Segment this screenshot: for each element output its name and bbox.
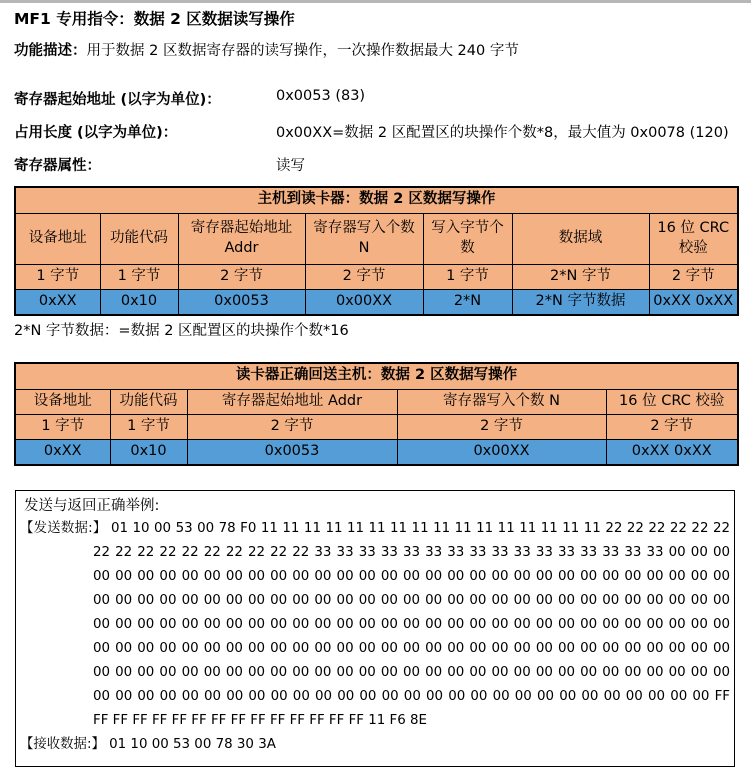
table1-size-cell: 1 字节 <box>15 264 100 289</box>
table1-value-cell: 0xXX <box>15 289 100 315</box>
table1-size-cell: 2 字节 <box>649 264 738 289</box>
table-row <box>15 389 738 414</box>
table2-value-cell: 0xXX <box>15 439 110 465</box>
table2-col-header: 设备地址 <box>15 389 110 414</box>
send-data-line: 00 00 00 00 00 00 00 00 00 00 00 00 00 00 00 00 00 00 00 00 00 00 00 00 00 00 00 00 00 <box>93 665 730 680</box>
occupied-length-label: 占用长度 (以字为单位)： <box>14 125 178 141</box>
host-to-reader-table <box>14 186 739 316</box>
send-data-line: 00 00 00 00 00 00 00 00 00 00 00 00 00 00 00 00 00 00 00 00 00 00 00 00 00 00 00 00 00 <box>93 593 730 608</box>
table-row <box>15 213 738 264</box>
table1-size-cell: 2 字节 <box>178 264 305 289</box>
table1-col-header: 功能代码 <box>100 213 178 264</box>
table1-size-cell: 1 字节 <box>100 264 178 289</box>
register-start-address-label: 寄存器起始地址 (以字为单位)： <box>14 92 221 108</box>
table-row <box>15 289 738 315</box>
table1-value-cell: 0x0053 <box>178 289 305 315</box>
send-data-line: 00 00 00 00 00 00 00 00 00 00 00 00 00 00 00 00 00 00 00 00 00 00 00 00 00 00 00 00 00 <box>93 617 730 632</box>
send-data-line: 00 00 00 00 00 00 00 00 00 00 00 00 00 00 00 00 00 00 00 00 00 00 00 00 00 00 00 00 00 <box>93 569 730 584</box>
send-data-line <box>20 517 730 541</box>
table2-col-header: 寄存器起始地址 Addr <box>187 389 397 414</box>
table1-title: 主机到读卡器：数据 2 区数据写操作 <box>15 187 738 213</box>
table2-value-cell: 0x10 <box>110 439 187 465</box>
table2-size-cell: 1 字节 <box>15 414 110 439</box>
send-data-label: 【发送数据:】 <box>20 521 107 536</box>
table2-size-cell: 2 字节 <box>397 414 606 439</box>
table2-col-header: 16 位 CRC 校验 <box>606 389 738 414</box>
table-row <box>15 439 738 465</box>
table2-value-cell: 0x00XX <box>397 439 606 465</box>
receive-data-line <box>20 733 730 757</box>
table1-col-header: 写入字节个数 <box>423 213 512 264</box>
table1-col-header: 寄存器起始地址 Addr <box>178 213 305 264</box>
table1-col-header: 设备地址 <box>15 213 100 264</box>
table2-title: 读卡器正确回送主机：数据 2 区数据写操作 <box>15 363 738 389</box>
table1-value-cell: 2*N 字节数据 <box>512 289 649 315</box>
table1-value-cell: 0x10 <box>100 289 178 315</box>
table1-size-cell: 2*N 字节 <box>512 264 649 289</box>
register-attribute-value: 读写 <box>276 158 305 174</box>
table2-size-cell: 2 字节 <box>187 414 397 439</box>
function-description-text: 用于数据 2 区数据寄存器的读写操作，一次操作数据最大 240 字节 <box>86 43 519 59</box>
table2-value-cell: 0x0053 <box>187 439 397 465</box>
table2-col-header: 功能代码 <box>110 389 187 414</box>
table-row <box>15 187 738 213</box>
register-attribute-label: 寄存器属性： <box>14 158 101 174</box>
table2-size-cell: 1 字节 <box>110 414 187 439</box>
hex-bytes: 01 10 00 53 00 78 F0 11 11 11 11 11 11 11 11 11 11 11 11 11 11 11 11 22 22 22 22 22 22 <box>110 521 730 536</box>
table2-value-cell: 0xXX 0xXX <box>606 439 738 465</box>
table-row <box>15 414 738 439</box>
table2-col-header: 寄存器写入个数 N <box>397 389 606 414</box>
occupied-length-value: 0x00XX=数据 2 区配置区的块操作个数*8，最大值为 0x0078 (120) <box>276 125 729 141</box>
table1-size-cell: 2 字节 <box>305 264 423 289</box>
example-heading: 发送与返回正确举例: <box>24 498 160 514</box>
table1-col-header: 16 位 CRC 校验 <box>649 213 738 264</box>
register-start-address-value: 0x0053 (83) <box>276 88 366 104</box>
send-data-line: 22 22 22 22 22 22 22 22 22 22 33 33 33 33 33 33 33 33 33 33 33 33 33 33 33 33 00 00 00 <box>93 545 730 560</box>
table2-size-cell: 2 字节 <box>606 414 738 439</box>
receive-data-label: 【接收数据:】 <box>20 737 105 752</box>
table1-note: 2*N 字节数据：=数据 2 区配置区的块操作个数*16 <box>14 323 349 339</box>
function-description-label: 功能描述： <box>14 43 87 59</box>
page-title: MF1 专用指令：数据 2 区数据读写操作 <box>14 10 295 28</box>
table1-value-cell: 0xXX 0xXX <box>649 289 738 315</box>
table1-col-header: 寄存器写入个数 N <box>305 213 423 264</box>
function-description <box>14 39 519 60</box>
table1-col-header: 数据域 <box>512 213 649 264</box>
page-top-divider <box>0 0 751 3</box>
send-data-line: FF FF FF FF FF FF FF FF FF FF FF FF FF FF 11 F6 8E <box>93 713 428 728</box>
table1-value-cell: 2*N <box>423 289 512 315</box>
hex-bytes: 01 10 00 53 00 78 30 3A <box>109 737 276 752</box>
reader-reply-table <box>14 362 739 466</box>
table1-value-cell: 0x00XX <box>305 289 423 315</box>
table1-size-cell: 1 字节 <box>423 264 512 289</box>
send-data-line: 00 00 00 00 00 00 00 00 00 00 00 00 00 00 00 00 00 00 00 00 00 00 00 00 00 00 00 00 FF <box>93 689 730 704</box>
table-row <box>15 264 738 289</box>
table-row <box>15 363 738 389</box>
example-box <box>15 490 735 767</box>
send-data-line: 00 00 00 00 00 00 00 00 00 00 00 00 00 00 00 00 00 00 00 00 00 00 00 00 00 00 00 00 00 <box>93 641 730 656</box>
